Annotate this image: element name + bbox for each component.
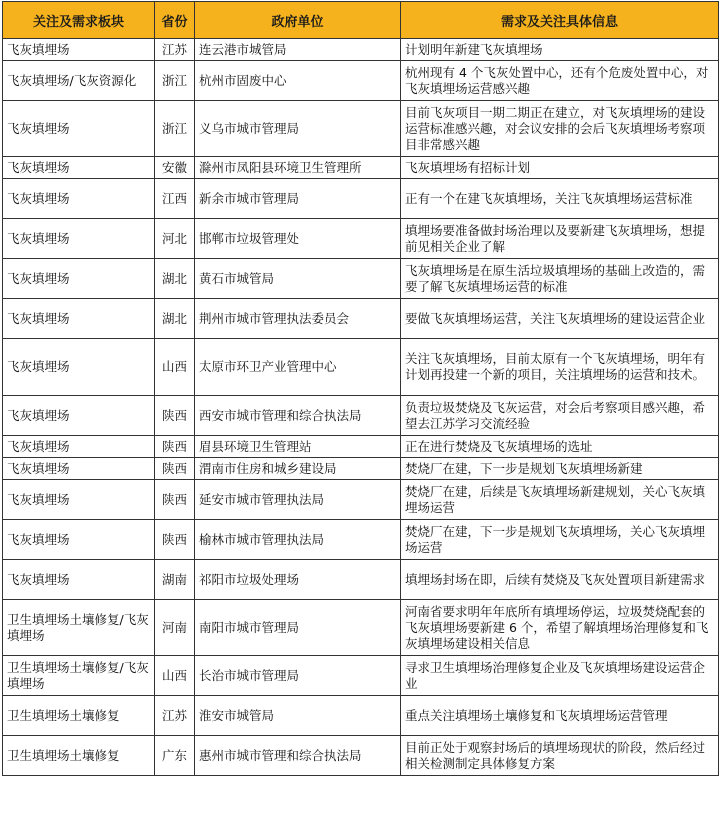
cell-sector: 卫生填埋场土壤修复 <box>3 696 155 736</box>
table-row <box>3 600 719 656</box>
table-row <box>3 339 719 396</box>
cell-province: 湖南 <box>155 560 195 600</box>
table-row <box>3 736 719 776</box>
cell-unit: 惠州市城市管理和综合执法局 <box>195 736 401 776</box>
cell-unit: 渭南市住房和城乡建设局 <box>195 458 401 480</box>
table-header-row <box>3 2 719 39</box>
table-row <box>3 480 719 520</box>
cell-province: 湖北 <box>155 299 195 339</box>
cell-need: 杭州现有 4 个飞灰处置中心，还有个危废处置中心，对飞灰填埋场运营感兴趣 <box>401 61 719 101</box>
cell-need: 负责垃圾焚烧及飞灰运营，对会后考察项目感兴趣，希望去江苏学习交流经验 <box>401 396 719 436</box>
cell-need: 飞灰填埋场有招标计划 <box>401 157 719 179</box>
cell-need: 焚烧厂在建，下一步是规划飞灰填埋场，关心飞灰填埋场运营 <box>401 520 719 560</box>
cell-unit: 杭州市固废中心 <box>195 61 401 101</box>
cell-sector: 飞灰填埋场 <box>3 101 155 157</box>
cell-unit: 祁阳市垃圾处理场 <box>195 560 401 600</box>
cell-unit: 邯郸市垃圾管理处 <box>195 219 401 259</box>
header-sector: 关注及需求板块 <box>3 2 155 39</box>
cell-sector: 卫生填埋场土壤修复 <box>3 736 155 776</box>
cell-province: 湖北 <box>155 259 195 299</box>
table-row <box>3 39 719 61</box>
cell-need: 河南省要求明年年底所有填埋场停运，垃圾焚烧配套的飞灰填埋场要新建 6 个，希望了解填埋场治理修复和飞灰填埋场建设相关信息 <box>401 600 719 656</box>
table-row <box>3 560 719 600</box>
cell-unit: 滁州市凤阳县环境卫生管理所 <box>195 157 401 179</box>
table-row <box>3 61 719 101</box>
cell-unit: 黄石市城管局 <box>195 259 401 299</box>
cell-province: 广东 <box>155 736 195 776</box>
cell-need: 焚烧厂在建，下一步是规划飞灰填埋场新建 <box>401 458 719 480</box>
cell-province: 浙江 <box>155 61 195 101</box>
cell-province: 安徽 <box>155 157 195 179</box>
cell-sector: 飞灰填埋场 <box>3 560 155 600</box>
cell-unit: 荆州市城市管理执法委员会 <box>195 299 401 339</box>
table-row <box>3 101 719 157</box>
cell-need: 正有一个在建飞灰填埋场，关注飞灰填埋场运营标准 <box>401 179 719 219</box>
cell-need: 填埋场封场在即，后续有焚烧及飞灰处置项目新建需求 <box>401 560 719 600</box>
table-row <box>3 219 719 259</box>
cell-unit: 长治市城市管理局 <box>195 656 401 696</box>
cell-province: 河北 <box>155 219 195 259</box>
cell-province: 陕西 <box>155 458 195 480</box>
cell-sector: 飞灰填埋场 <box>3 39 155 61</box>
cell-unit: 西安市城市管理和综合执法局 <box>195 396 401 436</box>
cell-unit: 南阳市城市管理局 <box>195 600 401 656</box>
cell-sector: 飞灰填埋场 <box>3 259 155 299</box>
cell-unit: 眉县环境卫生管理站 <box>195 436 401 458</box>
demand-table <box>2 1 719 776</box>
table-row <box>3 436 719 458</box>
cell-province: 山西 <box>155 339 195 396</box>
table-row <box>3 299 719 339</box>
cell-province: 河南 <box>155 600 195 656</box>
table-row <box>3 259 719 299</box>
cell-need: 目前正处于观察封场后的填埋场现状的阶段，然后经过相关检测制定具体修复方案 <box>401 736 719 776</box>
cell-unit: 延安市城市管理执法局 <box>195 480 401 520</box>
table-row <box>3 656 719 696</box>
cell-unit: 新余市城市管理局 <box>195 179 401 219</box>
table-row <box>3 179 719 219</box>
cell-unit: 义乌市城市管理局 <box>195 101 401 157</box>
cell-province: 江西 <box>155 179 195 219</box>
cell-province: 江苏 <box>155 39 195 61</box>
header-need: 需求及关注具体信息 <box>401 2 719 39</box>
cell-need: 正在进行焚烧及飞灰填埋场的选址 <box>401 436 719 458</box>
cell-province: 陕西 <box>155 436 195 458</box>
cell-unit: 连云港市城管局 <box>195 39 401 61</box>
cell-sector: 飞灰填埋场 <box>3 219 155 259</box>
cell-unit: 淮安市城管局 <box>195 696 401 736</box>
cell-need: 目前飞灰项目一期二期正在建立，对飞灰填埋场的建设运营标准感兴趣，对会议安排的会后飞灰填埋场考察项目非常感兴趣 <box>401 101 719 157</box>
cell-need: 要做飞灰填埋场运营，关注飞灰填埋场的建设运营企业 <box>401 299 719 339</box>
cell-sector: 飞灰填埋场 <box>3 396 155 436</box>
cell-province: 陕西 <box>155 520 195 560</box>
cell-sector: 飞灰填埋场 <box>3 436 155 458</box>
header-unit: 政府单位 <box>195 2 401 39</box>
table-body <box>3 39 719 776</box>
cell-sector: 飞灰填埋场 <box>3 520 155 560</box>
table-row <box>3 696 719 736</box>
cell-need: 关注飞灰填埋场，目前太原有一个飞灰填埋场，明年有计划再投建一个新的项目，关注填埋场的运营和技术。 <box>401 339 719 396</box>
cell-sector: 飞灰填埋场 <box>3 339 155 396</box>
cell-sector: 飞灰填埋场 <box>3 157 155 179</box>
header-province: 省份 <box>155 2 195 39</box>
cell-unit: 太原市环卫产业管理中心 <box>195 339 401 396</box>
cell-province: 陕西 <box>155 480 195 520</box>
cell-need: 寻求卫生填埋场治理修复企业及飞灰填埋场建设运营企业 <box>401 656 719 696</box>
table-row <box>3 396 719 436</box>
cell-province: 江苏 <box>155 696 195 736</box>
cell-unit: 榆林市城市管理执法局 <box>195 520 401 560</box>
cell-sector: 飞灰填埋场 <box>3 299 155 339</box>
cell-sector: 飞灰填埋场 <box>3 179 155 219</box>
cell-need: 焚烧厂在建，后续是飞灰填埋场新建规划，关心飞灰填埋场运营 <box>401 480 719 520</box>
cell-sector: 飞灰填埋场 <box>3 480 155 520</box>
table-row <box>3 157 719 179</box>
cell-province: 山西 <box>155 656 195 696</box>
table-row <box>3 520 719 560</box>
cell-province: 浙江 <box>155 101 195 157</box>
cell-sector: 飞灰填埋场 <box>3 458 155 480</box>
cell-need: 飞灰填埋场是在原生活垃圾填埋场的基础上改造的，需要了解飞灰填埋场运营的标准 <box>401 259 719 299</box>
cell-province: 陕西 <box>155 396 195 436</box>
cell-need: 计划明年新建飞灰填埋场 <box>401 39 719 61</box>
cell-sector: 卫生填埋场土壤修复/飞灰填埋场 <box>3 600 155 656</box>
cell-sector: 飞灰填埋场/飞灰资源化 <box>3 61 155 101</box>
table-row <box>3 458 719 480</box>
cell-sector: 卫生填埋场土壤修复/飞灰填埋场 <box>3 656 155 696</box>
cell-need: 填埋场要准备做封场治理以及要新建飞灰填埋场，想提前见相关企业了解 <box>401 219 719 259</box>
cell-need: 重点关注填埋场土壤修复和飞灰填埋场运营管理 <box>401 696 719 736</box>
